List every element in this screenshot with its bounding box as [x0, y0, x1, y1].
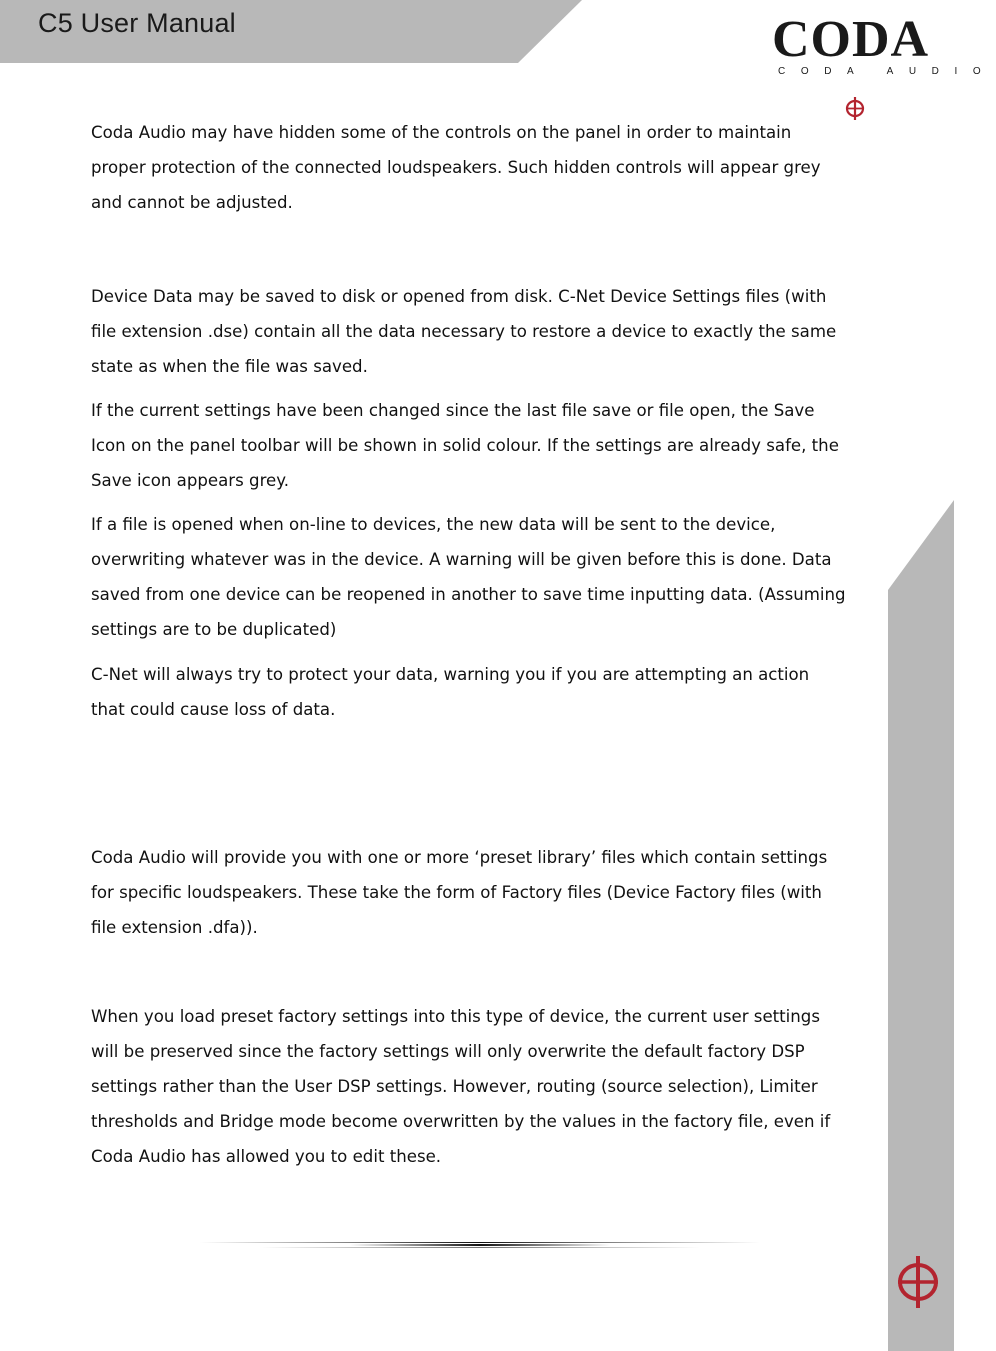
paragraph-device-data: Device Data may be saved to disk or opened from disk. C-Net Device Settings files (with file extension .dse) contain all the data necessary to restore a device to exactly the same state as when the file was saved. [91, 287, 837, 376]
side-band-shape [888, 500, 954, 1351]
logo-wordmark: CODA [772, 11, 930, 68]
paragraph-hidden-controls: Coda Audio may have hidden some of the controls on the panel in order to maintain proper protection of the connected loudspeakers. Such hidden controls will appear grey and cannot be adjusted. [91, 123, 821, 212]
footer-rule [200, 1238, 760, 1250]
paragraph-data-protection: C-Net will always try to protect your data, warning you if you are attempting an action that could cause loss of data. [91, 665, 810, 719]
document-title: C5 User Manual [38, 8, 236, 38]
paragraph-save-icon: If the current settings have been changed since the last file save or file open, the Save Icon on the panel toolbar will be shown in solid colour. If the settings are already safe, the Save icon appears grey. [91, 401, 839, 490]
side-band [888, 500, 954, 1351]
coda-logo [772, 11, 996, 84]
logo-subtitle: CODA AUDIO [778, 66, 996, 77]
coda-emblem-large-icon [893, 1252, 943, 1312]
paragraph-preset-library: Coda Audio will provide you with one or more ‘preset library’ files which contain settings for specific loudspeakers. These take the form of Factory files (Device Factory files (with file extension .dfa)). [91, 848, 828, 937]
manual-body [91, 115, 871, 1174]
paragraph-factory-settings: When you load preset factory settings into this type of device, the current user settings will be preserved since the factory settings will only overwrite the default factory DSP settings rather than the User DSP settings. However, routing (source selection), Limiter thresholds and Bridge mode become overwritten by the values in the factory file, even if Coda Audio has allowed you to edit these. [91, 1007, 831, 1166]
paragraph-file-open: If a file is opened when on-line to devices, the new data will be sent to the device, overwriting whatever was in the device. A warning will be given before this is done. Data saved from one device can be reopened in another to save time inputting data. (Assuming settings are to be duplicated) [91, 515, 846, 639]
